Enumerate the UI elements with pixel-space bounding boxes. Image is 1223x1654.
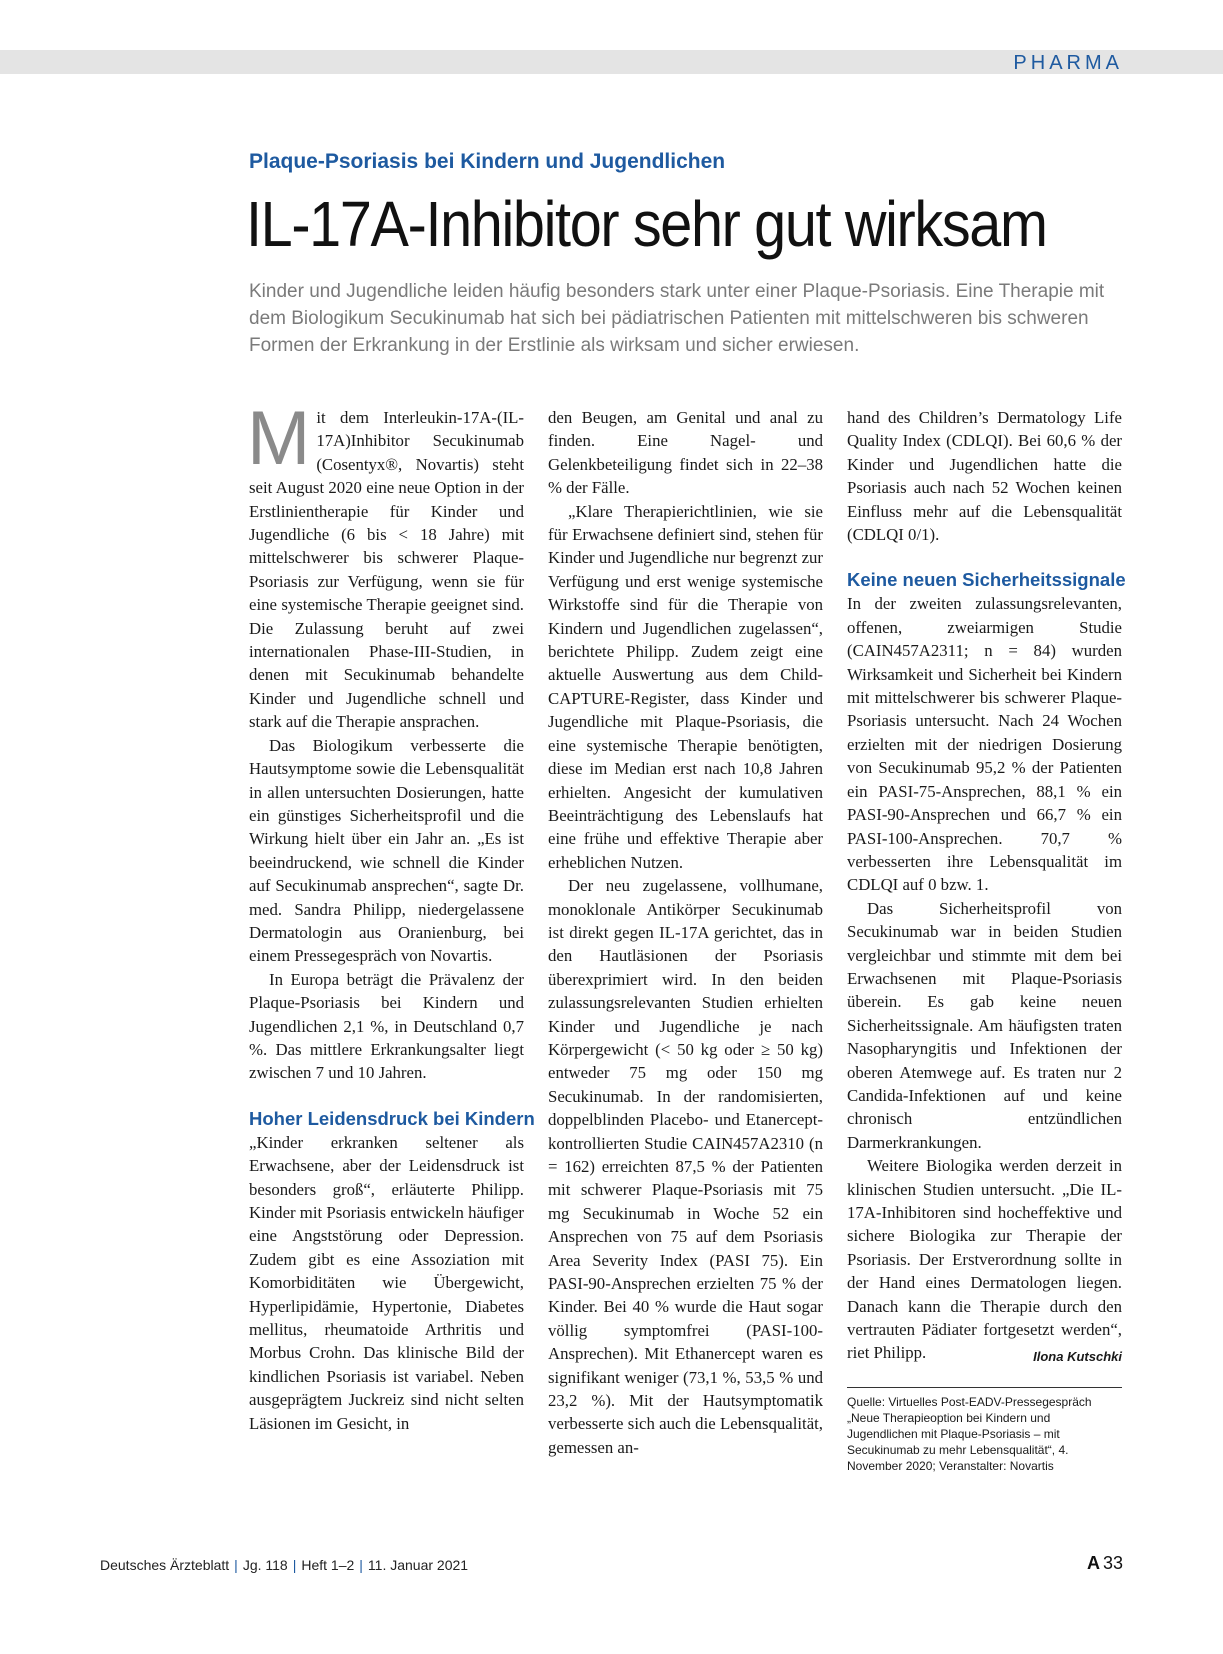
- section-label: PHARMA: [1013, 52, 1123, 74]
- page-number: A 33: [1086, 1553, 1123, 1573]
- article-kicker: Plaque-Psoriasis bei Kindern und Jugendlichen: [249, 150, 726, 173]
- paragraph: In der zweiten zulassungsrelevanten, offenen, zweiarmigen Studie (CAIN457A2311; n = 84) wurden Wirksamkeit und Sicherheit bei Kindern mit mittelschwerer bis schwerer Plaque-Psoriasis untersucht. Nach 24 Wochen erzielten mit der niedrigen Dosierung von Secukinumab 95,2 % der Patienten ein PASI-75-Ansprechen, 88,1 % ein PASI-90-Ansprechen und 66,7 % ein PASI-100-Ansprechen. 70,7 % verbesserten ihre Lebensqualität im CDLQI auf 0 bzw. 1.: [847, 594, 1122, 895]
- text-column-2: [548, 406, 823, 1459]
- journal-name: Deutsches Ärzteblatt: [100, 1557, 230, 1573]
- footer-citation: Deutsches Ärzteblatt | Jg. 118 | Heft 1–2 | 11. Januar 2021: [100, 1557, 469, 1573]
- source-note: [847, 1387, 1122, 1474]
- paragraph: den Beugen, am Genital und anal zu finden. Eine Nagel- und Gelenkbeteiligung findet sich in 22–38 % der Fälle.: [548, 408, 823, 498]
- source-line: „Neue Therapieoption bei Kindern und Jugendlichen mit Plaque-Psoriasis – mit Secukinumab zu mehr Lebensqualität“, 4. November 2020; Veranstalter: Novartis: [847, 1410, 1069, 1473]
- paragraph: In Europa beträgt die Prävalenz der Plaque-Psoriasis bei Kindern und Jugendlichen 2,1 %, in Deutschland 0,7 %. Das mittlere Erkrankungsalter liegt zwischen 7 und 10 Jahren.: [249, 969, 524, 1083]
- paragraph: „Kinder erkranken seltener als Erwachsene, aber der Leidensdruck ist besonders groß“, erläuterte Philipp. Kinder mit Psoriasis entwickeln häufiger eine Angststörung oder Depression. Zudem gibt es eine Assoziation mit Komorbiditäten wie Übergewicht, Hyperlipidämie, Hypertonie, Diabetes mellitus, rheumatoide Arthritis und Morbus Crohn. Das klinische Bild der kindlichen Psoriasis ist variabel. Neben ausgeprägtem Juckreiz sind nicht selten Läsionen im Gesicht, in: [249, 1132, 524, 1433]
- paragraph: Weitere Biologika werden derzeit in klinischen Studien untersucht. „Die IL-17A-Inhibitoren sind hocheffektive und sichere Biologika zur Therapie der Psoriasis. Der Erstverordnung sollte in der Hand eines Dermatologen liegen. Danach kann die Therapie durch den vertrauten Pädiater fortgesetzt werden“, riet Philipp. Ilona Kutschki: [847, 1154, 1122, 1365]
- paragraph: Mit dem Interleukin-17A-(IL-17A)Inhibitor Secukinumab (Cosentyx®, Novartis) steht seit August 2020 eine neue Option in der Erstlinientherapie für Kinder und Jugendliche (6 bis < 18 Jahre) mit mittelschwerer bis schwerer Plaque-Psoriasis zur Verfügung, wenn sie für eine systemische Therapie geeignet sind. Die Zulassung beruht auf zwei internationalen Phase-III-Studien, in denen mit Secukinumab behandelte Kinder und Jugendliche schnell und stark auf die Therapie ansprachen.: [247, 396, 524, 732]
- paragraph: hand des Children’s Dermatology Life Quality Index (CDLQI). Bei 60,6 % der Kinder und Jugendlichen hatte die Psoriasis auch nach 52 Wochen keinen Einfluss mehr auf die Lebensqualität (CDLQI 0/1).: [847, 408, 1122, 545]
- author-name: Ilona Kutschki: [1033, 1349, 1122, 1365]
- article-title: IL-17A-Inhibitor sehr gut wirksam: [246, 188, 1047, 260]
- subheading: Hoher Leidensdruck bei Kindern: [249, 1107, 535, 1129]
- paragraph: „Klare Therapierichtlinien, wie sie für Erwachsene definiert sind, stehen für Kinder und Jugendliche nur begrenzt zur Verfügung und erst wenige systemische Wirkstoffe sind für die Therapie von Kindern und Jugendlichen zugelassen“, berichtete Philipp. Zudem zeigt eine aktuelle Auswertung aus dem Child-CAPTURE-Register, dass Kinder und Jugendliche mit Plaque-Psoriasis, die eine systemische Therapie benötigten, diese im Median erst nach 10,8 Jahren erhielten. Angesicht der kumulativen Beeinträchtigung des Lebenslaufs hat eine frühe und effektive Therapie aber erheblichen Nutzen.: [548, 501, 823, 872]
- volume: Jg. 118: [242, 1557, 288, 1573]
- article-lede: Kinder und Jugendliche leiden häufig besonders stark unter einer Plaque-Psoriasis. Eine Therapie mit dem Biologikum Secukinumab hat sich bei pädiatrischen Patienten mit mittelschweren bis schweren Formen der Erkrankung in der Erstlinie als wirksam und sicher erwiesen.: [249, 281, 1105, 356]
- paragraph: Das Biologikum verbesserte die Hautsymptome sowie die Lebensqualität in allen untersuchten Dosierungen, hatte ein günstiges Sicherheitsprofil und die Wirkung hielt über ein Jahr an. „Es ist beeindruckend, wie schnell die Kinder auf Secukinumab ansprechen“, sagte Dr. med. Sandra Philipp, niedergelassene Dermatologin aus Oranienburg, bei einem Pressegespräch von Novartis.: [249, 735, 524, 966]
- paragraph: Das Sicherheitsprofil von Secukinumab war in beiden Studien vergleichbar und stimmte mit dem bei Erwachsenen mit Plaque-Psoriasis überein. Es gab keine neuen Sicherheitssignale. Am häufigsten traten Nasopharyngitis und Infektionen der oberen Atemwege auf. Es traten nur 2 Candida-Infektionen auf und keine chronisch entzündlichen Darmerkrankungen.: [847, 898, 1122, 1152]
- source-line: Quelle: Virtuelles Post-EADV-Pressegespräch: [847, 1394, 1092, 1409]
- text-column-1: [247, 396, 535, 1435]
- issue: Heft 1–2: [301, 1557, 355, 1573]
- issue-date: 11. Januar 2021: [367, 1557, 469, 1573]
- text-column-3: [847, 406, 1126, 1474]
- paragraph: Der neu zugelassene, vollhumane, monoklonale Antikörper Secukinumab ist direkt gegen IL-17A gerichtet, das in den Hautläsionen der Psoriasis überexprimiert wird. In den beiden zulassungsrelevanten Studien erhielten Kinder und Jugendliche je nach Körpergewicht (< 50 kg oder ≥ 50 kg) entweder 75 mg oder 150 mg Secukinumab. In der randomisierten, doppelblinden Placebo- und Etanercept-kontrollierten Studie CAIN457A2310 (n = 162) erreichten 87,5 % der Patienten mit schwerer Plaque-Psoriasis mit 75 mg Secukinumab in Woche 52 ein Ansprechen von 75 auf dem Psoriasis Area Severity Index (PASI 75). Ein PASI-90-Ansprechen erzielten 75 % der Kinder. Bei 40 % wurde die Haut sogar völlig symptomfrei (PASI-100-Ansprechen). Mit Ethanercept waren es signifikant weniger (73,1 %, 53,5 % und 23,2 %). Mit der Hautsymptomatik verbesserte sich auch die Lebensqualität, gemessen an-: [548, 876, 823, 1457]
- subheading: Keine neuen Sicherheitssignale: [847, 569, 1126, 591]
- drop-cap: M: [247, 396, 311, 481]
